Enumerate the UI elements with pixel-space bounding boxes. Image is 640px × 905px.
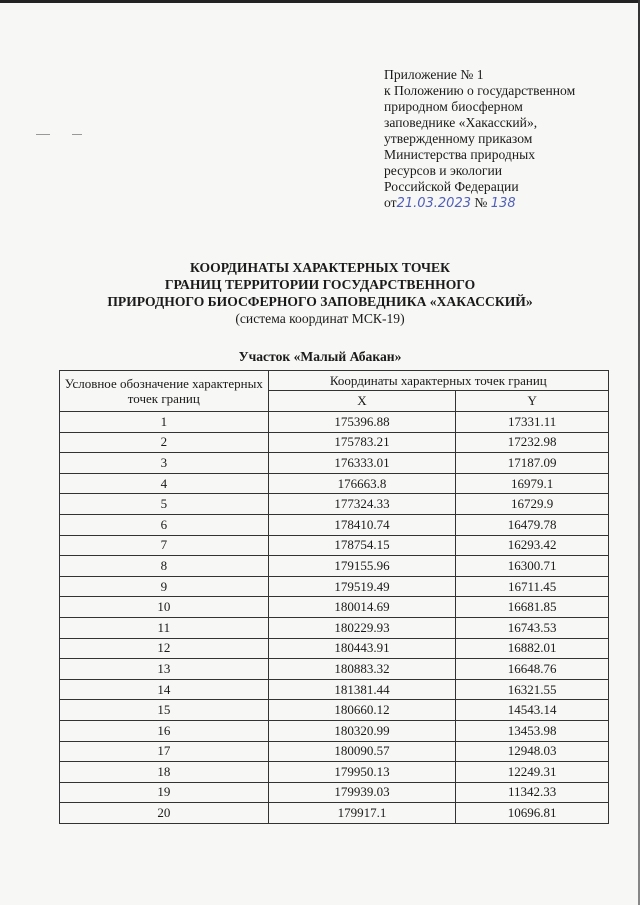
- table-row: [60, 762, 609, 783]
- table-row: [60, 535, 609, 556]
- appendix-line: Министерства природных: [384, 147, 536, 162]
- point-number-cell: 15: [60, 700, 269, 721]
- coordinates-table: [59, 370, 609, 824]
- x-coordinate-cell: 180320.99: [268, 720, 456, 741]
- table-row: [60, 514, 609, 535]
- table-row: [60, 659, 609, 680]
- y-coordinate-cell: 16293.42: [456, 535, 609, 556]
- order-date-line: [384, 195, 624, 212]
- y-coordinate-cell: 12249.31: [456, 762, 609, 783]
- point-number-cell: 7: [60, 535, 269, 556]
- appendix-line: заповеднике «Хакасский»,: [384, 115, 538, 130]
- y-coordinate-cell: 17187.09: [456, 453, 609, 474]
- y-coordinate-cell: 16882.01: [456, 638, 609, 659]
- table-row: [60, 638, 609, 659]
- coordinate-system-subtitle: (система координат МСК-19): [235, 311, 405, 326]
- point-number-cell: 9: [60, 576, 269, 597]
- title-line-2: ГРАНИЦ ТЕРРИТОРИИ ГОСУДАРСТВЕННОГО: [164, 277, 476, 292]
- appendix-line: Российской Федерации: [384, 179, 519, 194]
- header-y: Y: [456, 391, 609, 412]
- table-row: [60, 741, 609, 762]
- x-coordinate-cell: 179950.13: [268, 762, 456, 783]
- appendix-line: утвержденному приказом: [384, 131, 533, 146]
- x-coordinate-cell: 180883.32: [268, 659, 456, 680]
- y-coordinate-cell: 17232.98: [456, 432, 609, 453]
- table-row: [60, 576, 609, 597]
- document-title: [40, 259, 600, 327]
- appendix-line: природном биосферном: [384, 99, 523, 114]
- x-coordinate-cell: 175783.21: [268, 432, 456, 453]
- point-number-cell: 11: [60, 617, 269, 638]
- table-row: [60, 597, 609, 618]
- x-coordinate-cell: 177324.33: [268, 494, 456, 515]
- point-number-cell: 20: [60, 803, 269, 824]
- x-coordinate-cell: 180660.12: [268, 700, 456, 721]
- x-coordinate-cell: 180443.91: [268, 638, 456, 659]
- x-coordinate-cell: 178410.74: [268, 514, 456, 535]
- y-coordinate-cell: 16648.76: [456, 659, 609, 680]
- point-number-cell: 3: [60, 453, 269, 474]
- table-row: [60, 782, 609, 803]
- table-row: [60, 720, 609, 741]
- y-coordinate-cell: 12948.03: [456, 741, 609, 762]
- point-number-cell: 16: [60, 720, 269, 741]
- table-row: [60, 617, 609, 638]
- y-coordinate-cell: 16743.53: [456, 617, 609, 638]
- section-title: Участок «Малый Абакан»: [238, 349, 402, 364]
- point-number-cell: 10: [60, 597, 269, 618]
- point-number-cell: 12: [60, 638, 269, 659]
- table-row: [60, 803, 609, 824]
- point-number-cell: 8: [60, 556, 269, 577]
- x-coordinate-cell: 178754.15: [268, 535, 456, 556]
- x-coordinate-cell: 179155.96: [268, 556, 456, 577]
- table-row: [60, 494, 609, 515]
- point-number-cell: 13: [60, 659, 269, 680]
- y-coordinate-cell: 16479.78: [456, 514, 609, 535]
- y-coordinate-cell: 16681.85: [456, 597, 609, 618]
- point-number-cell: 5: [60, 494, 269, 515]
- x-coordinate-cell: 175396.88: [268, 412, 456, 433]
- y-coordinate-cell: 14543.14: [456, 700, 609, 721]
- title-line-3: ПРИРОДНОГО БИОСФЕРНОГО ЗАПОВЕДНИКА «ХАКАССКИЙ»: [107, 294, 533, 309]
- table-row: [60, 700, 609, 721]
- handwritten-order-number: 138: [490, 196, 516, 211]
- x-coordinate-cell: 180014.69: [268, 597, 456, 618]
- table-row: [60, 453, 609, 474]
- point-number-cell: 19: [60, 782, 269, 803]
- date-prefix: от: [384, 195, 397, 210]
- title-line-1: КООРДИНАТЫ ХАРАКТЕРНЫХ ТОЧЕК: [190, 260, 450, 275]
- appendix-line: ресурсов и экологии: [384, 163, 503, 178]
- point-number-cell: 1: [60, 412, 269, 433]
- point-number-cell: 6: [60, 514, 269, 535]
- x-coordinate-cell: 179519.49: [268, 576, 456, 597]
- y-coordinate-cell: 16711.45: [456, 576, 609, 597]
- table-row: [60, 473, 609, 494]
- appendix-block: [384, 67, 624, 212]
- header-coordinates: Координаты характерных точек границ: [268, 371, 608, 391]
- appendix-line: к Положению о государственном: [384, 83, 576, 98]
- y-coordinate-cell: 17331.11: [456, 412, 609, 433]
- appendix-line: Приложение № 1: [384, 67, 484, 82]
- y-coordinate-cell: 16300.71: [456, 556, 609, 577]
- x-coordinate-cell: 180090.57: [268, 741, 456, 762]
- number-prefix: №: [474, 195, 488, 210]
- table-row: [60, 432, 609, 453]
- scan-edge: [0, 0, 640, 3]
- x-coordinate-cell: 181381.44: [268, 679, 456, 700]
- point-number-cell: 2: [60, 432, 269, 453]
- scan-mark: [36, 134, 50, 135]
- y-coordinate-cell: 13453.98: [456, 720, 609, 741]
- x-coordinate-cell: 179939.03: [268, 782, 456, 803]
- scan-mark: [72, 134, 82, 135]
- y-coordinate-cell: 16729.9: [456, 494, 609, 515]
- x-coordinate-cell: 176333.01: [268, 453, 456, 474]
- table-row: [60, 556, 609, 577]
- y-coordinate-cell: 10696.81: [456, 803, 609, 824]
- handwritten-date: 21.03.2023: [396, 196, 471, 211]
- header-point-designation: Условное обозначение характерных точек границ: [60, 371, 269, 412]
- point-number-cell: 4: [60, 473, 269, 494]
- table-row: [60, 412, 609, 433]
- point-number-cell: 18: [60, 762, 269, 783]
- x-coordinate-cell: 180229.93: [268, 617, 456, 638]
- table-row: [60, 679, 609, 700]
- y-coordinate-cell: 16321.55: [456, 679, 609, 700]
- header-x: X: [268, 391, 456, 412]
- y-coordinate-cell: 16979.1: [456, 473, 609, 494]
- x-coordinate-cell: 176663.8: [268, 473, 456, 494]
- y-coordinate-cell: 11342.33: [456, 782, 609, 803]
- table-body: [60, 412, 609, 824]
- point-number-cell: 17: [60, 741, 269, 762]
- x-coordinate-cell: 179917.1: [268, 803, 456, 824]
- point-number-cell: 14: [60, 679, 269, 700]
